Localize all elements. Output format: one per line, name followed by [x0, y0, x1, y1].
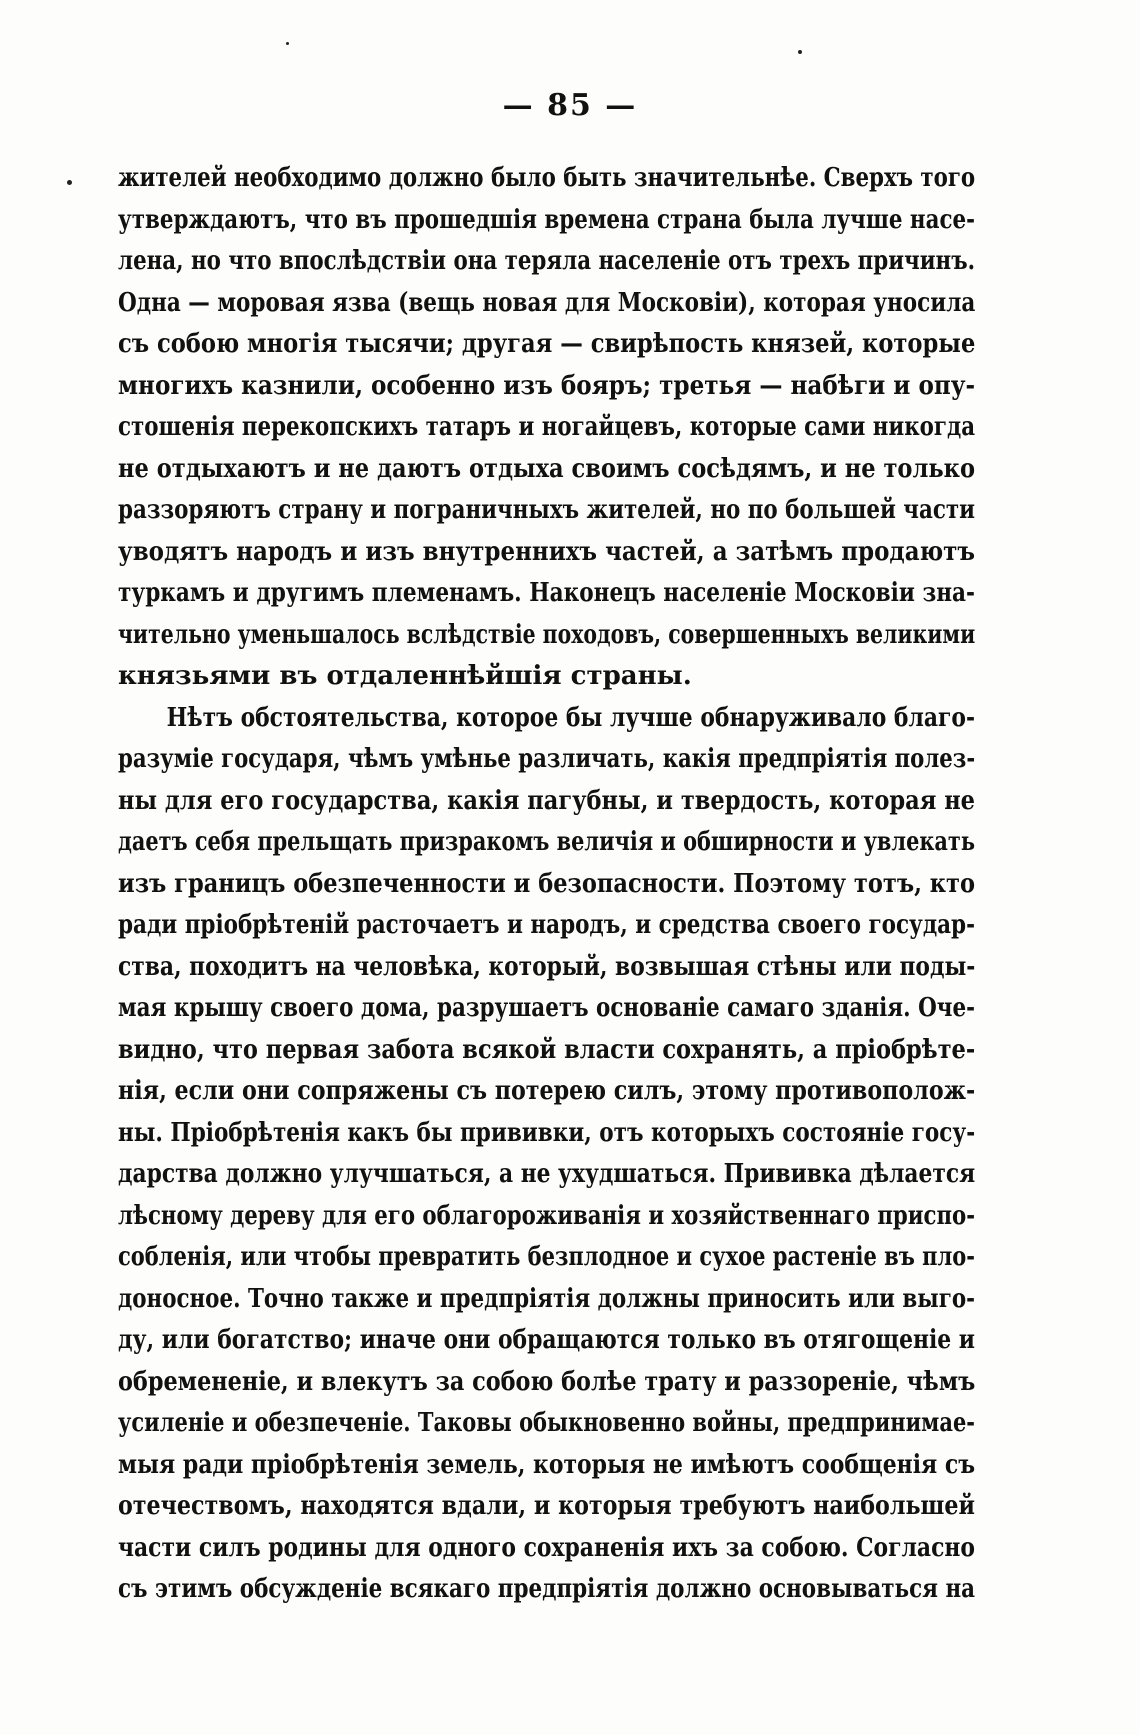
text-line: лѣсному дереву для его облагороживанія и хозяйственнаго приспо- — [118, 1200, 976, 1231]
text-line: доносное. Точно также и предпріятія должны приносить или выго- — [118, 1283, 975, 1314]
text-line: ства, походитъ на человѣка, который, возвышая стѣны или поды- — [118, 951, 976, 982]
text-line: Одна — моровая язва (вещь новая для Московіи), которая уносила — [118, 287, 976, 318]
text-line: не отдыхаютъ и не даютъ отдыха своимъ сосѣдямъ, и не только — [118, 453, 975, 484]
text-line: ду, или богатство; иначе они обращаются только въ отягощеніе и — [118, 1325, 975, 1355]
paragraph-2 — [118, 698, 975, 1611]
text-line: туркамъ и другимъ племенамъ. Наконецъ населеніе Московіи зна- — [118, 578, 975, 608]
text-line: съ собою многія тысячи; другая — свирѣпость князей, которые — [118, 329, 976, 359]
text-line: жителей необходимо должно было быть значительнѣе. Сверхъ того — [118, 163, 976, 193]
text-line: ны. Пріобрѣтенія какъ бы прививки, отъ которыхъ состояніе госу- — [118, 1117, 976, 1148]
text-line: видно, что первая забота всякой власти сохранять, а пріобрѣте- — [118, 1034, 976, 1065]
text-line: мая крышу своего дома, разрушаетъ основаніе самаго зданія. Оче- — [118, 993, 975, 1023]
ink-speck — [67, 180, 72, 185]
page-number: — 85 — — [502, 88, 638, 123]
text-line: усиленіе и обезпеченіе. Таковы обыкновенно войны, предпринимае- — [118, 1408, 975, 1438]
text-line: собленія, или чтобы превратить безплодное и сухое растеніе въ пло- — [118, 1242, 975, 1272]
ink-speck — [798, 50, 802, 54]
paragraph-1 — [118, 158, 975, 698]
ink-speck — [286, 42, 289, 45]
text-line: ради пріобрѣтеній расточаетъ и народъ, и средства своего государ- — [118, 910, 975, 940]
text-line: князьями въ отдаленнѣйшія страны. — [118, 661, 692, 691]
text-line: нія, если они сопряжены съ потерею силъ, этому противополож- — [118, 1076, 976, 1106]
text-line: дарства должно улучшаться, а не ухудшаться. Прививка дѣлается — [118, 1159, 976, 1189]
body-text — [118, 158, 975, 1611]
text-line: раззоряютъ страну и пограничныхъ жителей, но по большей части — [118, 495, 975, 525]
text-line: лена, но что впослѣдствіи она теряла населеніе отъ трехъ причинъ. — [118, 246, 976, 276]
text-line: отечествомъ, находятся вдали, и которыя требуютъ наибольшей — [118, 1491, 975, 1521]
text-line: Нѣтъ обстоятельства, которое бы лучше обнаруживало благо- — [166, 702, 975, 733]
text-line: чительно уменьшалось вслѣдствіе походовъ, совершенныхъ великими — [118, 619, 976, 650]
text-line: разуміе государя, чѣмъ умѣнье различать, какія предпріятія полез- — [118, 744, 976, 774]
text-line: изъ границъ обезпеченности и безопасности. Поэтому тотъ, кто — [118, 868, 975, 899]
text-line: съ этимъ обсужденіе всякаго предпріятія должно основываться на — [118, 1574, 976, 1604]
text-line: ны для его государства, какія пагубны, и твердость, которая не — [118, 785, 975, 816]
text-line: части силъ родины для одного сохраненія ихъ за собою. Согласно — [118, 1532, 975, 1563]
text-line: утверждаютъ, что въ прошедшія времена страна была лучше насе- — [118, 204, 975, 235]
text-line: стошенія перекопскихъ татаръ и ногайцевъ, которые сами никогда — [118, 412, 976, 442]
text-line: уводятъ народъ и изъ внутреннихъ частей, а затѣмъ продаютъ — [118, 536, 975, 567]
text-line: многихъ казнили, особенно изъ бояръ; третья — набѣги и опу- — [118, 370, 976, 401]
text-line: мыя ради пріобрѣтенія земель, которыя не имѣютъ сообщенія съ — [118, 1449, 976, 1480]
text-line: обремененіе, и влекутъ за собою болѣе трату и раззореніе, чѣмъ — [118, 1366, 976, 1397]
text-line: даетъ себя прельщать призракомъ величія и обширности и увлекать — [118, 827, 975, 857]
